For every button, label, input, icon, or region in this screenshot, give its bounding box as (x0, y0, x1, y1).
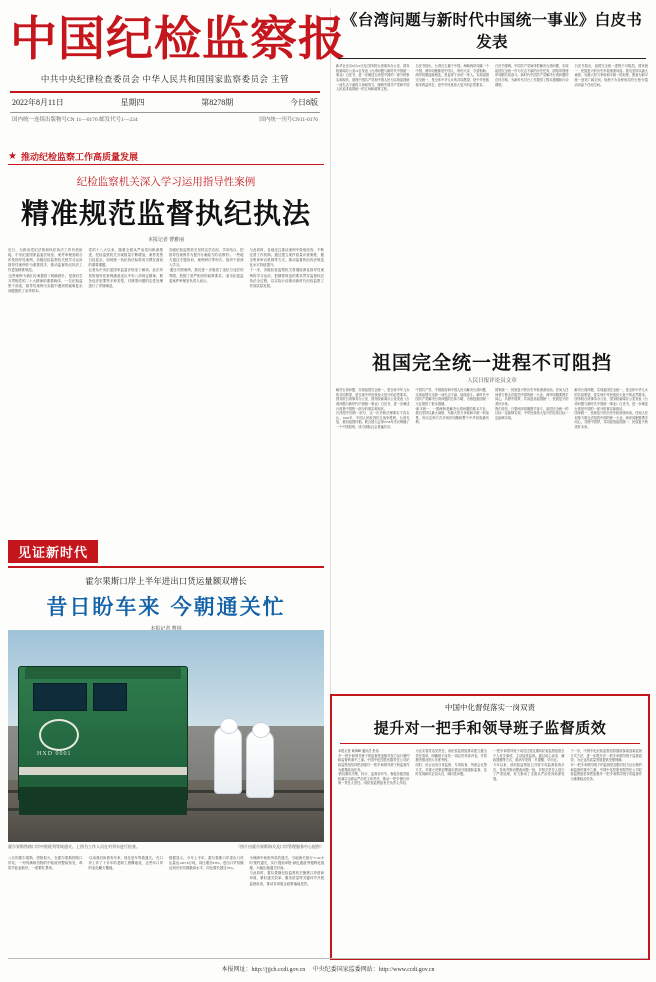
witness-body (8, 856, 324, 962)
witness-section (8, 540, 324, 632)
article-paragraph: 解决台湾问题、实现祖国完全统一，是全体中华儿女的共同愿望，是实现中华民族伟大复兴的必然要求。国务院台湾事务办公室、国务院新闻办公室发表《台湾问题与新时代中国统一事业》白皮书，进一步阐述台湾是中国的一部分的事实和现状。 (336, 388, 410, 411)
article-paragraph: 下一步，各级纪检监察机关将继续深化指导性案例的学习运用，把精准规范的要求贯穿监督执纪执法全过程，以实际行动推动新时代纪检监察工作高质量发展。 (249, 268, 324, 288)
whitepaper-columns (336, 64, 648, 92)
footer-rule (8, 958, 648, 959)
publication-date: 2022年8月11日 (12, 98, 64, 107)
newspaper-title: 中国纪检监察报 (10, 12, 346, 67)
locomotive-emblem (39, 719, 79, 751)
article-paragraph: '一把手'和领导班子成员还需定期向纪检监察组报告个人有关事项，主动接受监督。通过谈心谈话、廉政提醒等方式，做到早发现、早提醒、早纠正。 (493, 749, 565, 763)
locomotive-stripe (19, 767, 187, 775)
article-paragraph: 我们坚信，只要两岸同胞携手奋斗，祖国完全统一的目标一定能够实现，中华民族伟大复兴的宏伟目标一定能够实现。 (495, 406, 569, 420)
article-paragraph: 为保障中欧班列高效通关，当地海关推行'7×24小时'预约通关，实行'提前申报''绿色通道'等便利化措施，大幅压缩通关时间。 (249, 856, 324, 871)
issue-number: 第8278期 (201, 98, 234, 107)
section-banner (8, 150, 324, 163)
article-paragraph: '以前我们盼着有车来，现在是车等着通关。'在口岸工作了十多年的老职工感慨地说，这些年口岸的变化翻天覆地。 (88, 856, 163, 871)
worker-figure (214, 726, 242, 794)
lead-byline: 本报记者 曹雅丽 (147, 238, 185, 243)
article-paragraph: 新华社北京8月10日电 国务院台湾事务办公室、国务院新闻办公室10日发表《台湾问题与新时代中国统一事业》白皮书，进一步阐述台湾是中国的一部分的事实和现状，展现中国共产党和中国人民为实现祖国统一而矢志不渝的立场和努力，阐明中国共产党和中国人民追求祖国统一的立场和政策主张。 (336, 64, 410, 92)
witness-tag: 见证新时代 (8, 540, 98, 563)
lead-headline: 精准规范监督执纪执法 (20, 197, 311, 230)
witness-headline: 昔日盼车来 今朝通关忙 (46, 594, 286, 619)
masthead (0, 0, 346, 140)
masthead-info (0, 93, 330, 108)
locomotive-roof (25, 667, 181, 679)
article-paragraph: 下一步，中国中化纪检监察组将继续探索创新监督方式方法，进一步提升对'一把手'和领导班子监督质效，为企业高质量发展提供坚强保障。 (570, 749, 642, 763)
page-count: 今日8版 (290, 98, 318, 107)
masthead-registration (0, 113, 330, 123)
locomotive-front (19, 787, 187, 815)
article-paragraph: 同时，综合运用日常监督、专项检查、列席会议等方式，对重大决策部署落实情况开展跟踪监督，及时发现和纠正苗头性、倾向性问题。 (415, 762, 487, 777)
top-right-story (336, 8, 648, 92)
banner-rule (8, 164, 324, 165)
registration-left: 国内统一连续出版物号CN 11—0176 邮发代号1—224 (12, 117, 138, 123)
section-banner-label: 推动纪检监察工作高质量发展 (20, 153, 138, 163)
article-paragraph: '我们紧盯决策、执行、监督各环节，督促各级党组织落实全面从严治党主体责任，推动'一把手'履行好第一责任人责任。'该纪检监察组有关负责人介绍。 (338, 772, 410, 786)
lead-body (8, 248, 324, 530)
article-paragraph: 党的十八大以来，随着全面从严治党向纵深推进，纪检监察机关办案数量不断增加，案件类型日趋复杂，如何统一执纪执法标准成为摆在面前的重要课题。 (88, 248, 163, 268)
footer (0, 964, 656, 973)
star-icon: ★ (8, 150, 17, 162)
news-photo (8, 630, 324, 842)
locomotive-window (93, 683, 127, 711)
article-paragraph: 八月的霍尔果斯，骄阳似火。在霍尔果斯铁路口岸站，一列列满载货物的中欧班列整装待发，鸣笛声此起彼伏，一派繁忙景象。 (8, 856, 83, 871)
whitepaper-headline: 《台湾问题与新时代中国统一事业》白皮书发表 (341, 10, 643, 51)
article-paragraph: 中国共产党、中国政府和中国人民为解决台湾问题、实现祖国完全统一而矢志不渝、接续奋斗。新时代中国共产党解决台湾问题的总体方略，为推进祖国统一大业提供了根本遵循。 (415, 388, 489, 406)
lead-kicker: 纪检监察机关深入学习运用指导性案例 (76, 176, 256, 188)
article-paragraph: 解决台湾问题、实现祖国完全统一，是全体中华儿女的共同愿望，是实现中华民族伟大复兴的必然要求。国务院台湾事务办公室、国务院新闻办公室发表《台湾问题与新时代中国统一事业》白皮书，进一步阐述台湾是中国的一部分的事实和现状。 (574, 388, 648, 411)
article-paragraph: 国家统一、民族复兴的历史车轮滚滚向前。任何人任何势力都无法阻挡中国的统一大业。两岸同胞要携手同心，共圆中国梦，共同创造祖国统一、民族复兴的美好未来。 (574, 411, 648, 430)
article-paragraph: 白皮书强调，中国共产党始终把解决台湾问题、实现祖国完全统一作为矢志不渝的历史任务，团结带领两岸同胞共同奋斗。新时代中国共产党解决台湾问题的总体方略，为新时代对台工作提供了根本遵循和行动纲领。 (495, 64, 569, 87)
publication-weekday: 星期四 (120, 98, 145, 107)
unification-headline: 祖国完全统一进程不可阻挡 (371, 352, 612, 374)
article-paragraph: 台湾是中国的一部分，这一历史和法理事实不容否认。1945年，中国人民取得抗日战争胜利，台湾光复，重回祖国怀抱。联合国大会第2758号决议明确了一个中国原则，成为国际社会普遍共识。 (336, 411, 410, 430)
article-paragraph: 记者从中央纪委国家监委法规室了解到，此次印发的指导性案例涵盖违反中央八项规定精神、职务违法犯罪等多种类型，对典型问题的定性处理进行了详细阐述。 (88, 268, 163, 288)
article-paragraph: '这些案例'为我们办案提供了明确指引'，是我们学习贯彻党的二十大精神的重要载体。'一位纪检监察干部说，指导性案例为实践中遇到的疑难复杂问题提供了参考样本。 (8, 273, 83, 293)
footer-ccdi-website[interactable]: 中央纪委国家监委网站：http://www.ccdi.gov.cn (312, 967, 435, 973)
article-paragraph: 各级纪检监察机关坚持边学边用、学用结合，把指导性案例作为提升办案能力的'活教材'。一些地方通过专题培训、案例研讨等形式，组织干部深入学习。 (169, 248, 244, 268)
article-paragraph: 今年以来，该纪检监察组已开展专项监督检查多次，发现并推动整改问题一批，对相关责任人进行了严肃处理，有力推动了全面从严治党向纵深发展。 (493, 762, 565, 781)
article-paragraph: 近日，为推动党纪法规和执纪执法工作有机衔接，中央纪委国家监委法规室、案件审理室联合印发指导性案例，各级纪检监察机关把学习运用指导性案例作为重要抓手，推动监督执纪执法工作更加精准规范。 (8, 248, 83, 273)
witness-kicker: 霍尔果斯口岸上半年进出口货运量额双增长 (85, 576, 247, 586)
masthead-subtitle: 中共中央纪律检查委员会 中华人民共和国国家监察委员会 主管 (40, 74, 290, 84)
worker-figure (246, 730, 274, 798)
footer-website[interactable]: 本报网址：http://jjjcb.ccdi.gov.cn (221, 967, 306, 973)
locomotive (18, 666, 188, 800)
article-paragraph: '和平统一、一国两制'是解决台湾问题的基本方针。我们坚持以最大诚意、尽最大努力争取和平统一的前景，因为这种方式对两岸同胞和整个中华民族最有利。 (415, 406, 489, 425)
boxed-kicker: 中国中化督促落实一岗双责 (445, 703, 535, 712)
boxed-headline: 提升对一把手和领导班子监督质效 (373, 719, 607, 737)
article-paragraph: 国家统一、民族复兴的历史车轮滚滚向前。任何人任何势力都无法阻挡中国的统一大业。两岸同胞要携手同心，共圆中国梦，共同创造祖国统一、民族复兴的美好未来。 (495, 388, 569, 406)
worker-head (220, 718, 238, 734)
article-paragraph: 对'一把手'和领导班子的监督是加强对权力运行制约和监督的重中之重。中国中化控股有限责任公司纪检监察组坚持把加强对'一把手'和领导班子的监督作为重要政治任务。 (570, 762, 642, 781)
worker-head (252, 722, 270, 738)
witness-rule (8, 566, 324, 568)
locomotive-number: HXD 0001 (37, 751, 72, 757)
registration-right: 国内统一刊号CN11-0176 (259, 117, 318, 123)
boxed-rule (340, 743, 640, 744)
headline-rule (338, 58, 646, 59)
article-paragraph: 对'一把手'和领导班子的监督是加强对权力运行制约和监督的重中之重。中国中化控股有限责任公司纪检监察组坚持把加强对'一把手'和领导班子的监督作为重要政治任务。 (338, 753, 410, 772)
photo-caption-right: （图片由霍尔果斯海关及口岸管理服务中心提供） (236, 844, 324, 849)
article-paragraph: '通过对照案例，我们进一步厘清了违纪与违法的界限，把握了宽严相济的政策要求。'某市纪委监委案件审理室负责人表示。 (169, 268, 244, 283)
article-paragraph: 与此同时，各地还注重从案例中汲取经验，不断完善工作机制。通过建立案件质量评查制度、健全集体审议机制等方式，推动监督执纪执法规范化水平持续提升。 (249, 248, 324, 268)
article-paragraph: 数据显示，今年上半年，霍尔果斯口岸进出口货运量达1207.6万吨，同比增长8.8%；进出口贸易额达到历史同期最高水平，同比增长超过70%。 (169, 856, 244, 871)
article-paragraph: 白皮书指出，台湾自古属于中国。海峡两岸同属一个中国，两岸同胞都是中国人，骨肉天亲、守望相助。两岸同胞血脉相连，是血浓于水的一家人。实现祖国完全统一，是全体中华儿女的共同愿望，是中华民族根本利益所在，是中华民族伟大复兴的必然要求。 (415, 64, 489, 87)
boxed-body (338, 749, 642, 955)
photo-caption-left: 霍尔果斯铁路口岸中欧班列等候通关。上图为工作人员在对列车进行检查。 (8, 844, 140, 849)
boxed-byline: 本报记者 黄海峰 通讯员 张伟 (338, 749, 379, 753)
unification-subhead: 人民日报评论员文章 (467, 378, 517, 384)
highlighted-story-box (330, 694, 650, 960)
article-paragraph: 白皮书指出，祖国完全统一进程不可阻挡。国家统一、民族复兴的历史车轮滚滚向前。我们坚持以最大诚意、尽最大努力争取和平统一的前景，愿意为和平统一创造广阔空间，但绝不为各种形式的'台独'分裂活动留下任何空间。 (574, 64, 648, 87)
locomotive-window (33, 683, 87, 711)
article-paragraph: 为压实管党治党责任，该纪检监察组推动建立健全责任清单，明确班子成员'一岗双责'具体内容，并将履责情况纳入年度考核。 (415, 749, 487, 763)
unification-body (336, 388, 648, 688)
photo-caption (8, 844, 324, 850)
article-paragraph: 与此同时，霍尔果斯纪检监察机关聚焦口岸营商环境，紧盯通关效率、服务质量等关键环节开展监督检查，推动各项惠企政策落地见效。 (249, 871, 324, 886)
